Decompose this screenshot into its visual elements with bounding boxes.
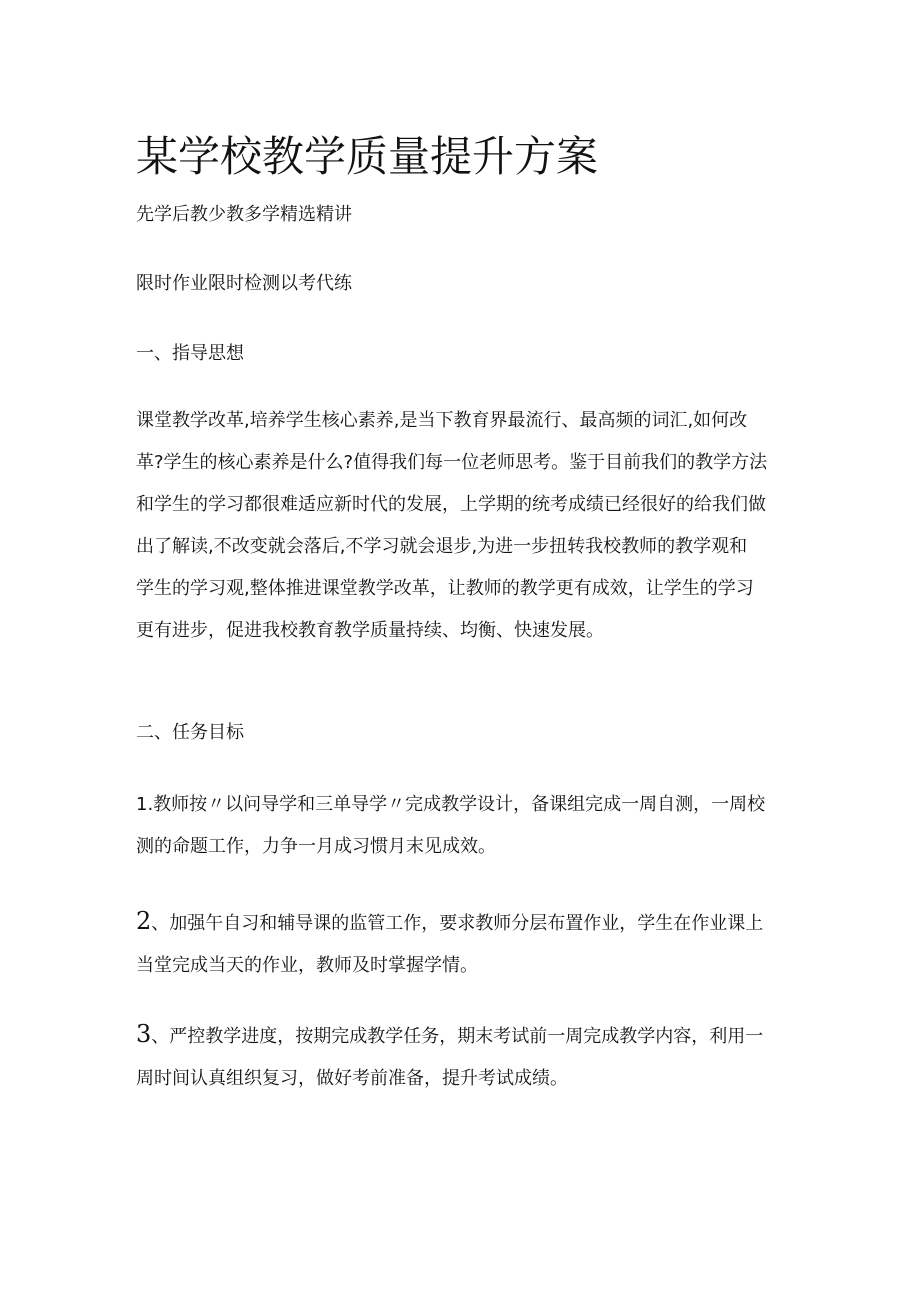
task-item-2 — [136, 900, 786, 987]
paragraph-line: 和学生的学习都很难适应新时代的发展，上学期的统考成绩已经很好的给我们做 — [136, 494, 766, 515]
section-1-paragraph — [136, 400, 786, 652]
paragraph-line: 出了解读,不改变就会落后,不学习就会退步,为进一步扭转我校教师的教学观和 — [136, 536, 748, 557]
paragraph-line: 课堂教学改革,培养学生核心素养,是当下教育界最流行、最高频的词汇,如何改 — [136, 410, 748, 431]
paragraph-line: 学生的学习观,整体推进课堂教学改革，让教师的教学更有成效，让学生的学习 — [136, 578, 754, 599]
document-title: 某学校教学质量提升方案 — [136, 132, 599, 181]
task-item-line — [136, 900, 786, 945]
task-item-text: 、加强午自习和辅导课的监管工作，要求教师分层布置作业，学生在作业课上 — [151, 913, 764, 934]
section-1-heading: 一、指导思想 — [136, 343, 244, 364]
section-2-heading: 二、任务目标 — [136, 722, 244, 743]
task-item-line: 1.教师按〃以问导学和三单导学〃完成教学设计，备课组完成一周自测，一周校 — [136, 794, 766, 815]
paragraph-line: 更有进步，促进我校教育教学质量持续、均衡、快速发展。 — [136, 620, 604, 641]
slogan-line-2: 限时作业限时检测以考代练 — [136, 273, 352, 294]
task-item-1 — [136, 784, 786, 868]
task-item-line: 测的命题工作，力争一月成习惯月末见成效。 — [136, 836, 496, 857]
slogan-line-1: 先学后教少教多学精选精讲 — [136, 204, 352, 225]
task-item-number: 2 — [136, 907, 152, 935]
task-item-number: 3 — [136, 1020, 152, 1048]
task-item-3 — [136, 1013, 786, 1100]
task-item-line: 当堂完成当天的作业，教师及时掌握学情。 — [136, 955, 478, 976]
task-item-line — [136, 1013, 786, 1058]
task-item-text: 、严控教学进度，按期完成教学任务，期末考试前一周完成教学内容，利用一 — [151, 1026, 764, 1047]
paragraph-line: 革?学生的核心素养是什么?值得我们每一位老师思考。鉴于目前我们的教学方法 — [136, 452, 768, 473]
task-item-line: 周时间认真组织复习，做好考前准备，提升考试成绩。 — [136, 1068, 568, 1089]
